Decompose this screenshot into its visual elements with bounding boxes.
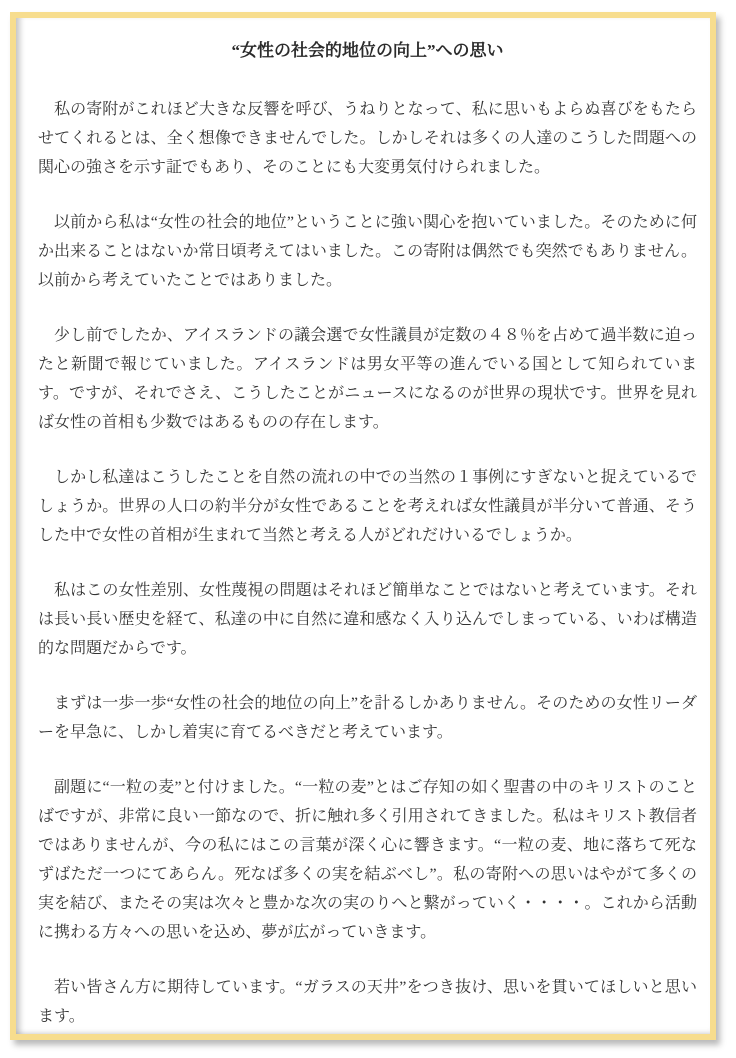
paragraph-donation-response: 私の寄附がこれほど大きな反響を呼び、うねりとなって、私に思いもよらぬ喜びをもたらせてくれるとは、全く想像できませんでした。しかしそれは多くの人達のこうした問題への関心の強さを示す証でもあり、そのことにも大変勇気付けられました。 — [38, 101, 697, 176]
paragraph-structural-problem: 私はこの女性差別、女性蔑視の問題はそれほど簡単なことではないと考えています。それは長い長い歴史を経て、私達の中に自然に違和感なく入り込んでしまっている、いわば構造的な問題だからです。 — [38, 582, 697, 657]
paragraph-glass-ceiling: 若い皆さん方に期待しています。“ガラスの天井”をつき抜け、思いを貫いてほしいと思います。 — [38, 979, 697, 1025]
page-title: “女性の社会的地位の向上”への思い — [231, 41, 504, 60]
paragraph-step-by-step: まずは一歩一歩“女性の社会的地位の向上”を計るしかありません。そのための女性リーダーを早急に、しかし着実に育てるべきだと考えています。 — [38, 695, 697, 741]
paragraph-half-population: しかし私達はこうしたことを自然の流れの中での当然の１事例にすぎないと捉えているでしょうか。世界の人口の約半分が女性であることを考えれば女性議員が半分いて普通、そうした中で女性の首相が生まれて当然と考える人がどれだけいるでしょうか。 — [38, 469, 697, 544]
paragraph-iceland-election: 少し前でしたか、アイスランドの議会選で女性議員が定数の４８％を占めて過半数に迫ったと新聞で報じていました。アイスランドは男女平等の進んでいる国として知られています。ですが、それでさえ、こうしたことがニュースになるのが世界の現状です。世界を見れば女性の首相も少数ではあるものの存在します。 — [38, 327, 697, 431]
paragraph-longstanding-interest: 以前から私は“女性の社会的地位”ということに強い関心を抱いていました。そのために何か出来ることはないか常日頃考えてはいました。この寄附は偶然でも突然でもありません。以前から考えていたことではありました。 — [38, 214, 697, 289]
paragraph-grain-of-wheat: 副題に“一粒の麦”と付けました。“一粒の麦”とはご存知の如く聖書の中のキリストのことばですが、非常に良い一節なので、折に触れ多く引用されてきました。私はキリスト教信者ではありませんが、今の私にはこの言葉が深く心に響きます。“一粒の麦、地に落ちて死なずばただ一つにてあらん。死なば多くの実を結ぶべし”。私の寄附への思いはやがて多くの実を結び、またその実は次々と豊かな次の実のりへと繋がっていく・・・・。これから活動に携わる方々への思いを込め、夢が広がっていきます。 — [38, 779, 697, 941]
document-frame — [10, 12, 716, 1040]
